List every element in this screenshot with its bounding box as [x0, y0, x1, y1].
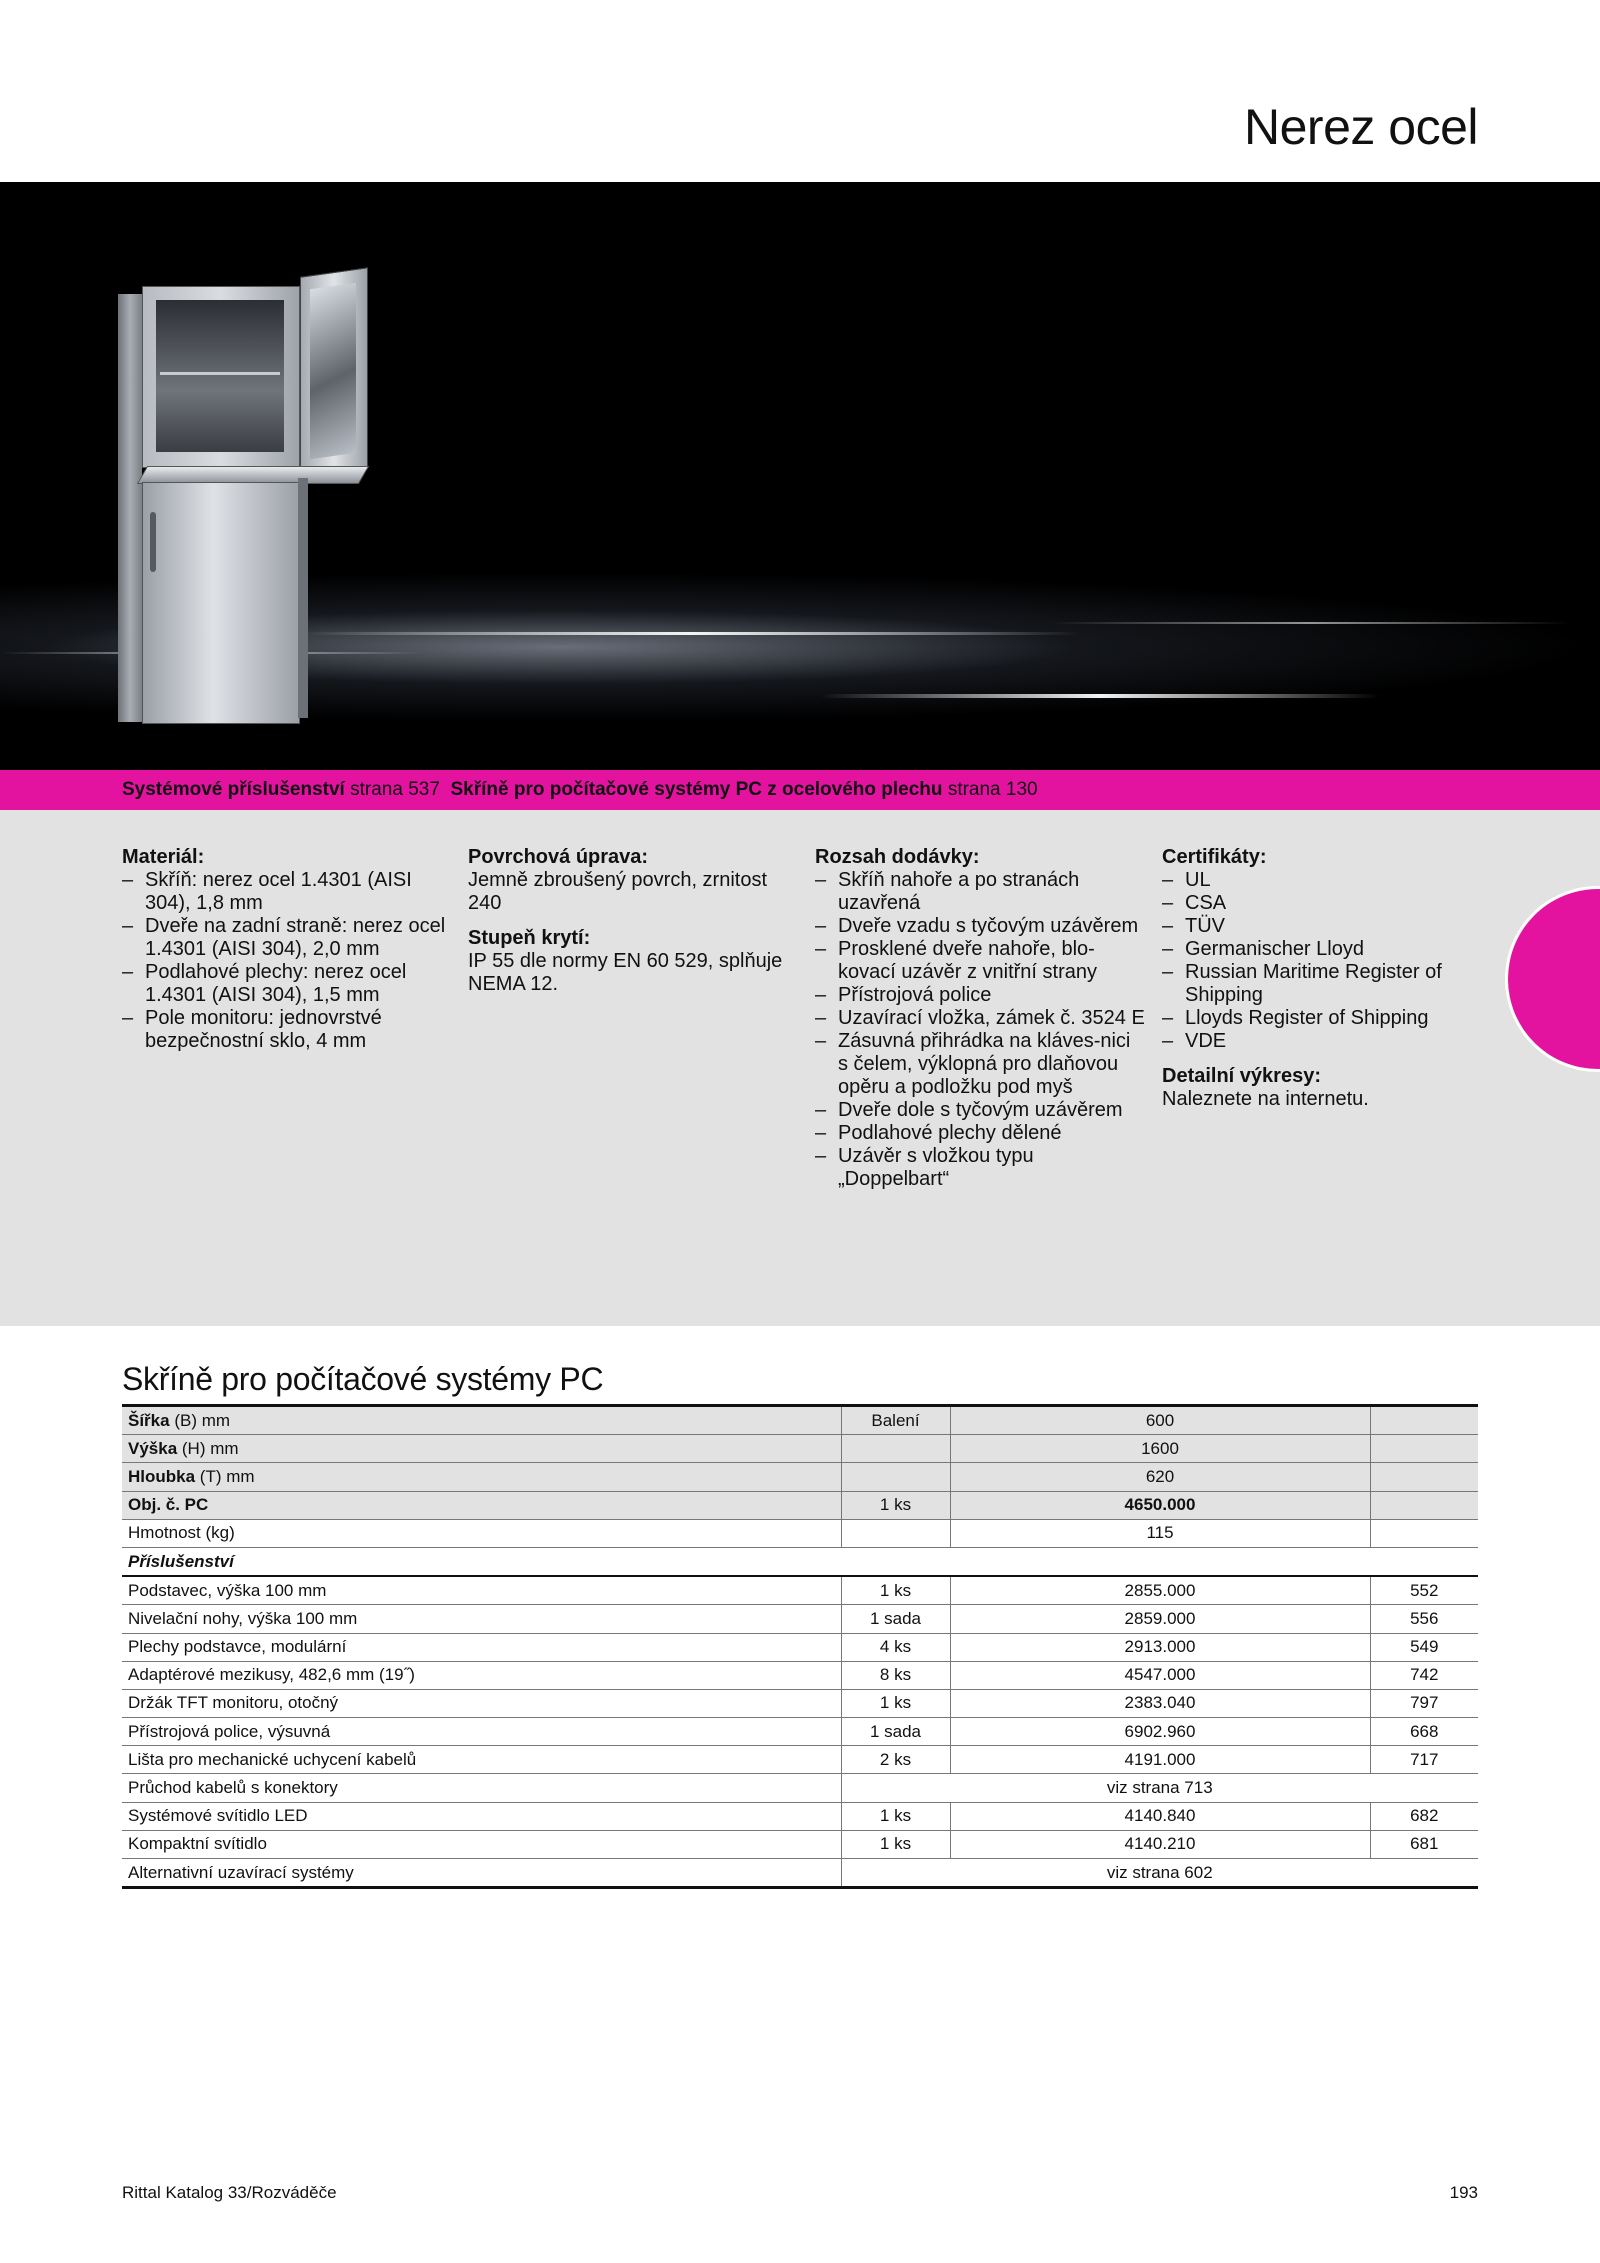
order-number: 4650.000	[950, 1491, 1370, 1519]
table-row	[122, 1830, 1478, 1858]
accessory-code: 6902.960	[950, 1718, 1370, 1746]
cabinet-door-glass	[310, 283, 356, 459]
hero-light-streak	[820, 694, 1380, 698]
accessory-page[interactable]: 549	[1370, 1633, 1478, 1661]
info-panel	[0, 810, 1600, 1326]
accessory-page[interactable]: 742	[1370, 1661, 1478, 1689]
table-row	[122, 1661, 1478, 1689]
accessory-code: 4547.000	[950, 1661, 1370, 1689]
accessory-name: Systémové svítidlo LED	[122, 1802, 841, 1830]
accessory-qty: 1 sada	[841, 1718, 950, 1746]
certs-heading: Certifikáty:	[1162, 846, 1267, 868]
hero-light-streak	[1050, 622, 1570, 624]
cabinet-side	[118, 294, 142, 722]
list-item: – Dveře vzadu s tyčovým uzávěrem	[815, 915, 1145, 938]
list-item: – Dveře na zadní straně: nerez ocel 1.4301 (AISI 304), 2,0 mm	[122, 915, 452, 961]
list-item: – VDE	[1162, 1030, 1492, 1053]
accessory-qty: 1 ks	[841, 1689, 950, 1717]
material-heading: Materiál:	[122, 846, 205, 868]
list-item: – Uzavírací vložka, zámek č. 3524 E	[815, 1007, 1145, 1030]
accessory-code: 2913.000	[950, 1633, 1370, 1661]
accessory-name: Plechy podstavce, modulární	[122, 1633, 841, 1661]
list-item: – Skříň nahoře a po stranách uzavřená	[815, 869, 1145, 915]
crossref-steel-cabinets[interactable]: Skříně pro počítačové systémy PC z ocelového plechu	[450, 779, 943, 800]
table-row	[122, 1633, 1478, 1661]
accessory-page[interactable]: 552	[1370, 1576, 1478, 1605]
accessory-name: Přístrojová police, výsuvná	[122, 1718, 841, 1746]
row-label: Šířka (B) mm	[122, 1406, 841, 1435]
accessory-page[interactable]: 556	[1370, 1605, 1478, 1633]
scope-column	[815, 846, 1145, 1191]
row-pack	[841, 1519, 950, 1547]
list-item: – Zásuvná přihrádka na kláves-nici s čelem, výklopná pro dlaňovou opěru a podložku pod myš	[815, 1030, 1145, 1099]
accessory-name: Lišta pro mechanické uchycení kabelů	[122, 1746, 841, 1774]
scope-list	[815, 869, 1145, 1191]
row-value: 1600	[950, 1435, 1370, 1463]
accessory-name: Držák TFT monitoru, otočný	[122, 1689, 841, 1717]
row-page	[1370, 1463, 1478, 1491]
row-label: Obj. č. PC	[122, 1491, 841, 1519]
list-item: – Uzávěr s vložkou typu „Doppelbart“	[815, 1145, 1145, 1191]
page-title: Nerez ocel	[1244, 99, 1478, 155]
list-item: – UL	[1162, 869, 1492, 892]
row-label: Hmotnost (kg)	[122, 1519, 841, 1547]
cabinet-shelf	[160, 372, 280, 375]
list-item: – Podlahové plechy: nerez ocel 1.4301 (AISI 304), 1,5 mm	[122, 961, 452, 1007]
table-row	[122, 1746, 1478, 1774]
accessory-reference[interactable]: viz strana 602	[841, 1859, 1478, 1888]
group-label: Příslušenství	[122, 1547, 1478, 1576]
list-item: – Přístrojová police	[815, 984, 1145, 1007]
cabinet-bottom-door	[142, 482, 300, 724]
table-row	[122, 1576, 1478, 1605]
accessory-qty: 8 ks	[841, 1661, 950, 1689]
accessory-code: 2855.000	[950, 1576, 1370, 1605]
accessory-page[interactable]: 681	[1370, 1830, 1478, 1858]
accessory-name: Nivelační nohy, výška 100 mm	[122, 1605, 841, 1633]
list-item: – Prosklené dveře nahoře, blo-kovací uzávěr z vnitřní strany	[815, 938, 1145, 984]
accessory-name: Průchod kabelů s konektory	[122, 1774, 841, 1802]
table-group-header	[122, 1547, 1478, 1576]
list-item: – Russian Maritime Register of Shipping	[1162, 961, 1492, 1007]
protection-text: IP 55 dle normy EN 60 529, splňuje NEMA 12.	[468, 950, 783, 995]
cabinet-bottom-side	[298, 478, 308, 718]
drawings-heading: Detailní výkresy:	[1162, 1065, 1321, 1087]
table-row	[122, 1718, 1478, 1746]
accessory-code: 4140.210	[950, 1830, 1370, 1858]
accessory-qty: 1 ks	[841, 1802, 950, 1830]
row-value: 600	[950, 1406, 1370, 1435]
accessory-page[interactable]: 717	[1370, 1746, 1478, 1774]
row-pack: 1 ks	[841, 1491, 950, 1519]
surface-heading: Povrchová úprava:	[468, 846, 649, 868]
cabinet-handle	[150, 512, 156, 572]
row-page	[1370, 1435, 1478, 1463]
accessory-qty: 1 ks	[841, 1576, 950, 1605]
table-row	[122, 1435, 1478, 1463]
accessory-code: 2383.040	[950, 1689, 1370, 1717]
material-column	[122, 846, 452, 1053]
footer-catalog-name: Rittal Katalog 33/Rozváděče	[122, 2183, 337, 2202]
cabinet-top-interior	[156, 300, 284, 452]
table-row	[122, 1605, 1478, 1633]
accessory-qty: 2 ks	[841, 1746, 950, 1774]
row-page	[1370, 1406, 1478, 1435]
accessory-page[interactable]: 668	[1370, 1718, 1478, 1746]
material-list	[122, 869, 452, 1053]
crossref-bar	[0, 770, 1600, 810]
table-row	[122, 1491, 1478, 1519]
row-label: Hloubka (T) mm	[122, 1463, 841, 1491]
section-title: Skříně pro počítačové systémy PC	[122, 1361, 604, 1397]
accessory-qty: 4 ks	[841, 1633, 950, 1661]
table-row	[122, 1859, 1478, 1888]
accessory-name: Alternativní uzavírací systémy	[122, 1859, 841, 1888]
accessory-name: Kompaktní svítidlo	[122, 1830, 841, 1858]
product-table	[122, 1404, 1478, 1889]
accessory-qty: 1 ks	[841, 1830, 950, 1858]
accessory-name: Adaptérové mezikusy, 482,6 mm (19˝)	[122, 1661, 841, 1689]
surface-column	[468, 846, 798, 996]
list-item: – Lloyds Register of Shipping	[1162, 1007, 1492, 1030]
row-pack	[841, 1463, 950, 1491]
list-item: – Pole monitoru: jednovrstvé bezpečnostní sklo, 4 mm	[122, 1007, 452, 1053]
table-row	[122, 1463, 1478, 1491]
certs-list	[1162, 869, 1492, 1053]
row-page	[1370, 1491, 1478, 1519]
list-item: – Podlahové plechy dělené	[815, 1122, 1145, 1145]
drawings-text[interactable]: Naleznete na internetu.	[1162, 1088, 1369, 1110]
accessory-code: 4140.840	[950, 1802, 1370, 1830]
accessory-qty: 1 sada	[841, 1605, 950, 1633]
certs-column	[1162, 846, 1492, 1111]
list-item: – Skříň: nerez ocel 1.4301 (AISI 304), 1,8 mm	[122, 869, 452, 915]
row-pack: Balení	[841, 1406, 950, 1435]
crossref-steel-cabinets-page[interactable]: strana 130	[947, 779, 1038, 800]
surface-text: Jemně zbroušený povrch, zrnitost 240	[468, 869, 768, 914]
accessory-code: 2859.000	[950, 1605, 1370, 1633]
row-label: Výška (H) mm	[122, 1435, 841, 1463]
table-row	[122, 1774, 1478, 1802]
list-item: – Dveře dole s tyčovým uzávěrem	[815, 1099, 1145, 1122]
protection-heading: Stupeň krytí:	[468, 927, 591, 949]
row-value: 620	[950, 1463, 1370, 1491]
list-item: – TÜV	[1162, 915, 1492, 938]
scope-heading: Rozsah dodávky:	[815, 846, 980, 868]
accessory-code: 4191.000	[950, 1746, 1370, 1774]
crossref-accessories-page[interactable]: strana 537	[350, 779, 440, 800]
accessory-reference[interactable]: viz strana 713	[841, 1774, 1478, 1802]
row-page	[1370, 1519, 1478, 1547]
footer-page-number: 193	[1449, 2183, 1478, 2202]
hero-photo	[0, 182, 1600, 770]
accessory-name: Podstavec, výška 100 mm	[122, 1576, 841, 1605]
crossref-accessories[interactable]: Systémové příslušenství	[122, 779, 345, 800]
table-row	[122, 1519, 1478, 1547]
table-row	[122, 1406, 1478, 1435]
accessory-page[interactable]: 797	[1370, 1689, 1478, 1717]
row-pack	[841, 1435, 950, 1463]
table-row	[122, 1802, 1478, 1830]
hero-light-streak	[300, 632, 1080, 635]
row-value: 115	[950, 1519, 1370, 1547]
table-row	[122, 1689, 1478, 1717]
list-item: – CSA	[1162, 892, 1492, 915]
accessory-page[interactable]: 682	[1370, 1802, 1478, 1830]
list-item: – Germanischer Lloyd	[1162, 938, 1492, 961]
